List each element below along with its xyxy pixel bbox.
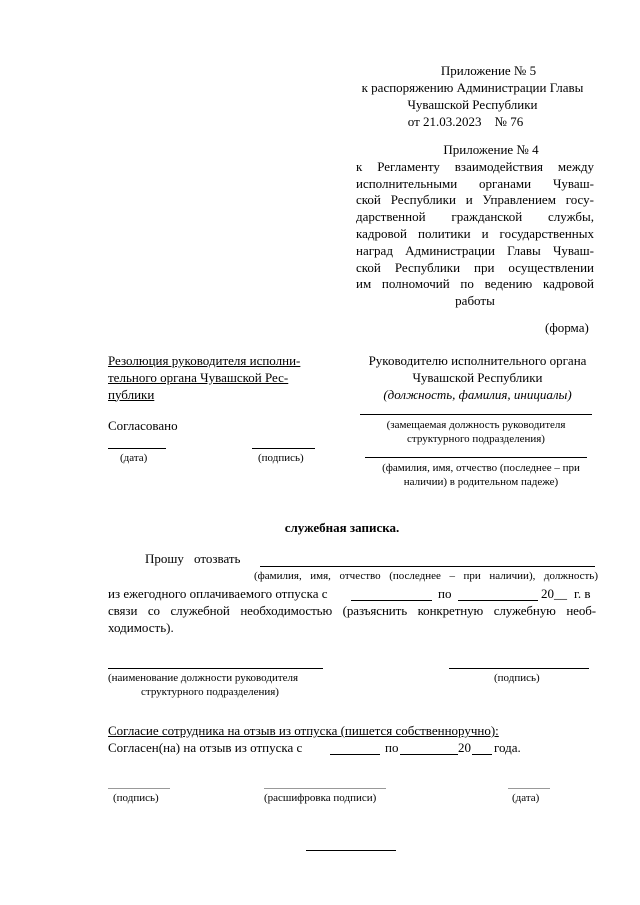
consent-decode-line [264,788,386,789]
appendix-5-title: Приложение № 5 [440,63,537,78]
appendix-4-line-0: к Регламенту взаимодействия между [356,158,594,174]
employee-line [260,566,595,567]
addressee-name-line [365,457,587,458]
head-position-line [108,668,323,669]
addressee-line2: Чувашской Республики [412,369,543,385]
appendix-4-last-line: работы [455,293,495,309]
consent-decode-caption: (расшифровка подписи) [264,792,377,804]
appendix-5-line2: к распоряжению Администрации Главы [361,80,584,95]
vacation-line-2: связи со служебной необходимостью (разъяснить конкретную служебную необ- [108,603,596,618]
appendix-4-line-3: дарственной гражданской службы, [356,209,594,225]
resolution-line-2: публики [108,386,155,402]
appendix-4-line-1: исполнительными органами Чуваш- [356,175,594,191]
consent-date-line [508,788,550,789]
consent-year-line [472,754,492,755]
appendix-4-line-7: им полномочий по ведению кадровой [356,276,594,292]
resolution-block [108,353,308,403]
consent-date-caption: (дата) [512,792,540,804]
addressee-position-caption-1: (замещаемая должность руководителя [386,419,566,431]
agreed-label: Согласовано [108,418,178,433]
vacation-from-line [351,600,432,601]
appendix-5-date: от 21.03.2023 № 76 [407,114,524,129]
head-signature-caption: (подпись) [494,672,540,684]
vacation-to-line [458,600,538,601]
consent-goda-text: года. [494,740,521,755]
appendix-4-title: Приложение № 4 [443,142,539,157]
consent-to-line [400,754,458,755]
vacation-from-text: из ежегодного оплачиваемого отпуска с [108,586,328,601]
consent-to-text: по [385,740,399,755]
consent-from-text: Согласен(на) на отзыв из отпуска с [108,740,303,755]
appendix-4-line-2: ской Республики и Управлением госу- [356,192,594,208]
addressee-position-caption-2: структурного подразделения) [407,433,545,445]
consent-signature-caption: (подпись) [113,792,159,804]
addressee-position-caption [350,418,602,446]
addressee-position-line [360,414,592,415]
appendix-4-line-6: ской Республики при осуществлении [356,259,594,275]
addressee-line1: Руководителю исполнительного органа [368,353,587,368]
head-position-caption-2: структурного подразделения) [141,686,279,698]
addressee-line3: (должность, фамилия, инициалы) [383,386,572,402]
vacation-year-text: 20__ [541,586,567,601]
appendix-5-line3: Чувашской Республики [407,97,538,112]
addressee-name-caption [350,461,612,489]
vacation-g-text: г. в [574,586,591,601]
bottom-separator [306,850,396,851]
vacation-line-1 [108,586,596,603]
document-title: служебная записка. [284,520,400,535]
employee-caption: (фамилия, имя, отчество (последнее – при наличии), должность) [254,570,598,582]
resolution-line-1: тельного органа Чувашской Рес- [108,369,289,385]
vacation-line-3: ходимость). [108,620,174,635]
consent-title: Согласие сотрудника на отзыв из отпуска (пишется собственноручно): [108,723,499,738]
appendix-4-header [356,142,594,310]
agreed-date-line [108,448,166,449]
consent-from-line [330,754,380,755]
appendix-5-header [350,62,595,130]
resolution-line-0: Резолюция руководителя исполни- [108,353,301,368]
agreed-date-caption: (дата) [120,452,148,464]
addressee-block [350,353,605,403]
request-otozvat: отозвать [194,551,241,566]
addressee-name-caption-2: наличии) в родительном падеже) [403,476,559,488]
consent-line [108,740,596,757]
appendix-4-line-4: кадровой политики и государственных [356,225,594,241]
agreed-signature-line [252,448,315,449]
vacation-to-text: по [438,586,452,601]
head-position-caption-1: (наименование должности руководителя [108,672,299,684]
form-label: (форма) [545,320,589,335]
appendix-4-line-5: наград Администрации Главы Чуваш- [356,242,594,258]
addressee-name-caption-1: (фамилия, имя, отчество (последнее – при [382,462,580,474]
consent-year-text: 20 [458,740,471,755]
agreed-signature-caption: (подпись) [258,452,304,464]
request-prosu: Прошу [145,551,184,566]
consent-signature-line [108,788,170,789]
head-signature-line [449,668,589,669]
